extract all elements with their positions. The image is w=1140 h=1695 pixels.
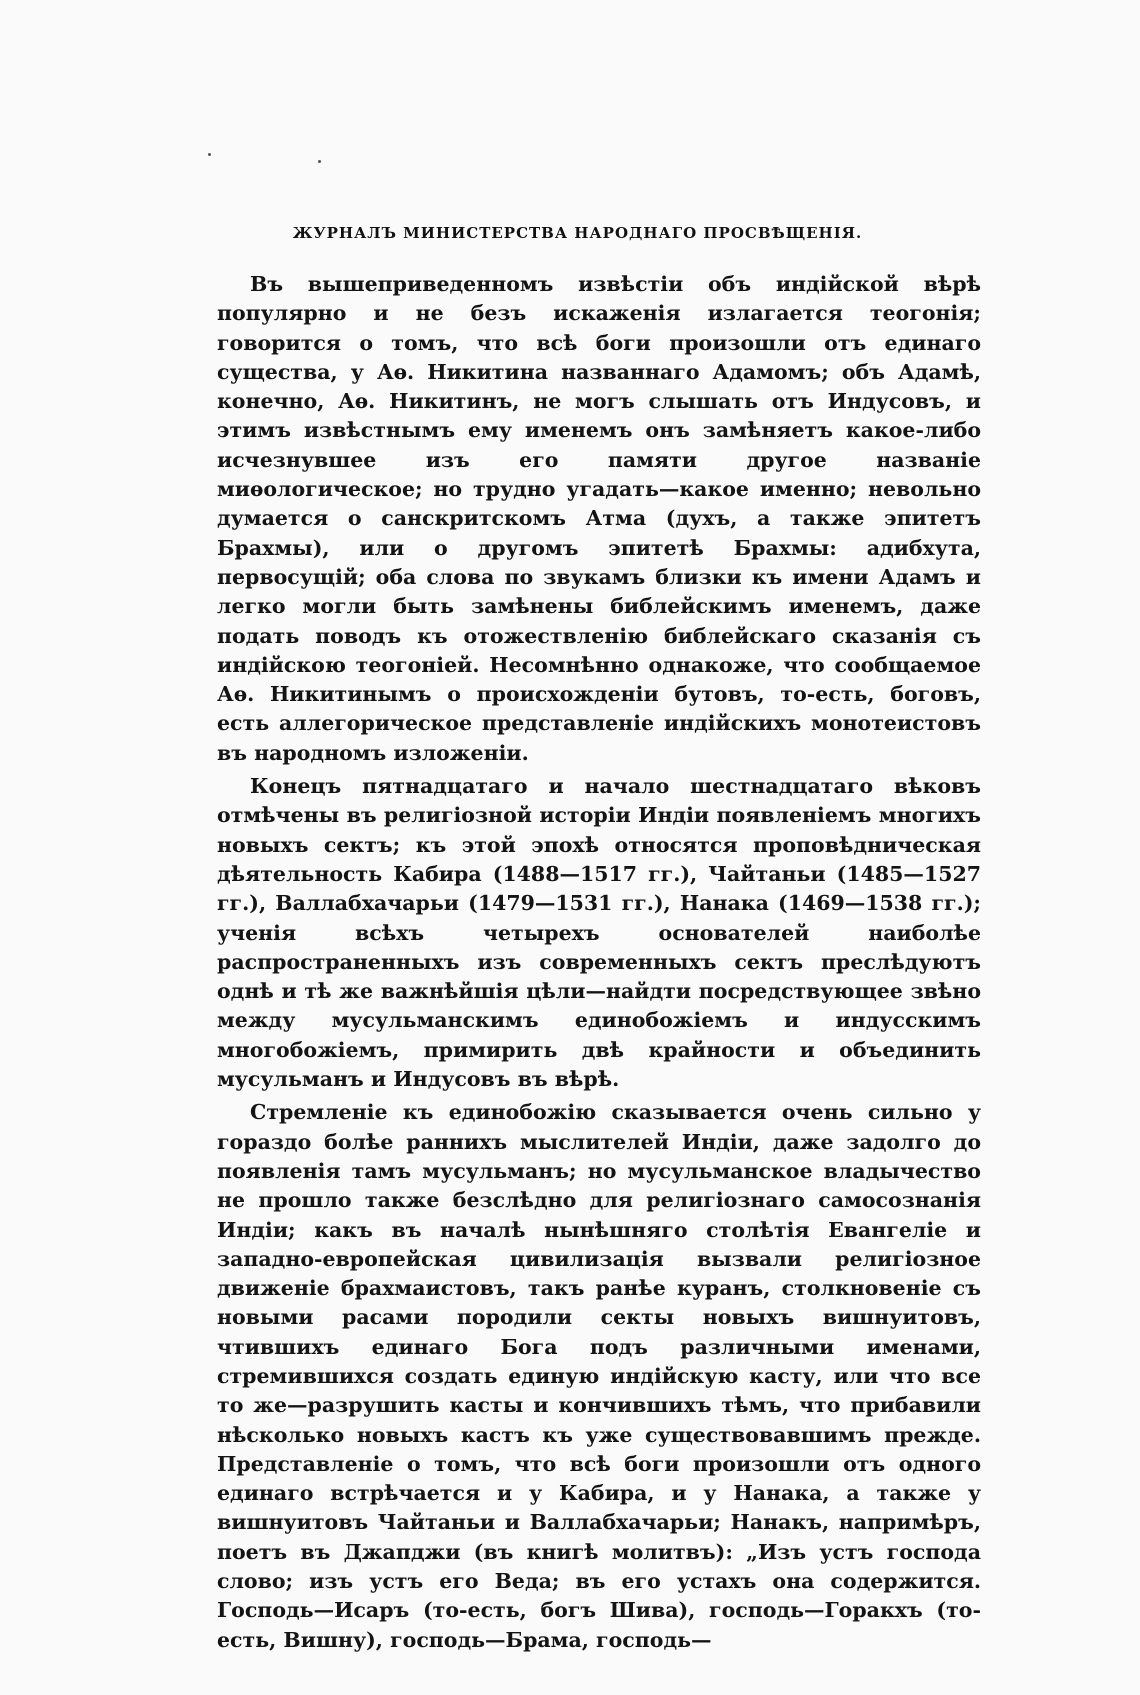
paragraph-3: Стремленіе къ единобожію сказывается очень сильно у гораздо болѣе раннихъ мыслителей Индіи, даже задолго до появленія тамъ мусульманъ; но мусульманское владычество не прошло также безслѣдно для религіознаго самосознанія Индіи; какъ въ началѣ нынѣшняго столѣтія Евангеліе и западно-европейская цивилизація вызвали религіозное движеніе брахмаистовъ, такъ ранѣе куранъ, столкновеніе съ новыми расами породили секты новыхъ вишнуитовъ, чтившихъ единаго Бога подъ различными именами, стремившихся создать единую индійскую касту, или что все то же—разрушить касты и кончившихъ тѣмъ, что прибавили нѣсколько новыхъ кастъ къ уже существовавшимъ прежде. Представленіе о томъ, что всѣ боги произошли отъ одного единаго встрѣчается и у Кабира, и у Нанака, а также у вишнуитовъ Чайтаньи и Валлабхачарьи; Нанакъ, напримѣръ, поетъ въ Джапджи (въ книгѣ молитвъ): „Изъ устъ господа слово; изъ устъ его Веда; въ его устахъ она содержится. Господь—Исаръ (то-есть, богъ Шива), господь—Горакхъ (то-есть, Вишну), господь—Брама, господь— bbox=[217, 1100, 981, 1652]
running-header: ЖУРНАЛЪ МИНИСТЕРСТВА НАРОДНАГО ПРОСВѢЩЕНІЯ. bbox=[292, 224, 863, 242]
paragraph-1: Въ вышеприведенномъ извѣстіи объ индійской вѣрѣ популярно и не безъ искаженія излагается теогонія; говорится о томъ, что всѣ боги произошли отъ единаго существа, у Аѳ. Никитина названнаго Адамомъ; объ Адамѣ, конечно, Аѳ. Никитинъ, не могъ слышать отъ Индусовъ, и этимъ извѣстнымъ ему именемъ онъ замѣняетъ какое-либо исчезнувшее изъ его памяти другое названіе миѳологическое; но трудно угадать—какое именно; невольно думается о санскритскомъ Атма (духъ, а также эпитетъ Брахмы), или о другомъ эпитетѣ Брахмы: адибхута, первосущій; оба слова по звукамъ близки къ имени Адамъ и легко могли быть замѣнены библейскимъ именемъ, даже подать поводъ къ отожествленію библейскаго сказанія съ индійскою теогоніей. Несомнѣнно однакоже, что сообщаемое Аѳ. Никитинымъ о происхожденіи бутовъ, то-есть, боговъ, есть аллегорическое представленіе индійскихъ монотеистовъ въ народномъ изложеніи. bbox=[217, 272, 981, 765]
scan-speck bbox=[208, 153, 211, 156]
scan-speck bbox=[318, 160, 321, 163]
page-body bbox=[217, 270, 981, 1659]
paragraph-2: Конецъ пятнадцатаго и начало шестнадцатаго вѣковъ отмѣчены въ религіозной исторіи Индіи появленіемъ многихъ новыхъ сектъ; къ этой эпохѣ относятся проповѣдническая дѣятельность Кабира (1488—1517 гг.), Чайтаньи (1485—1527 гг.), Валлабхачарьи (1479—1531 гг.), Нанака (1469—1538 гг.); ученія всѣхъ четырехъ основателей наиболѣе распространенныхъ изъ современныхъ сектъ преслѣдуютъ однѣ и тѣ же важнѣйшія цѣли—найдти посредствующее звѣно между мусульманскимъ единобожіемъ и индусскимъ многобожіемъ, примирить двѣ крайности и объединить мусульманъ и Индусовъ въ вѣрѣ. bbox=[217, 774, 981, 1092]
